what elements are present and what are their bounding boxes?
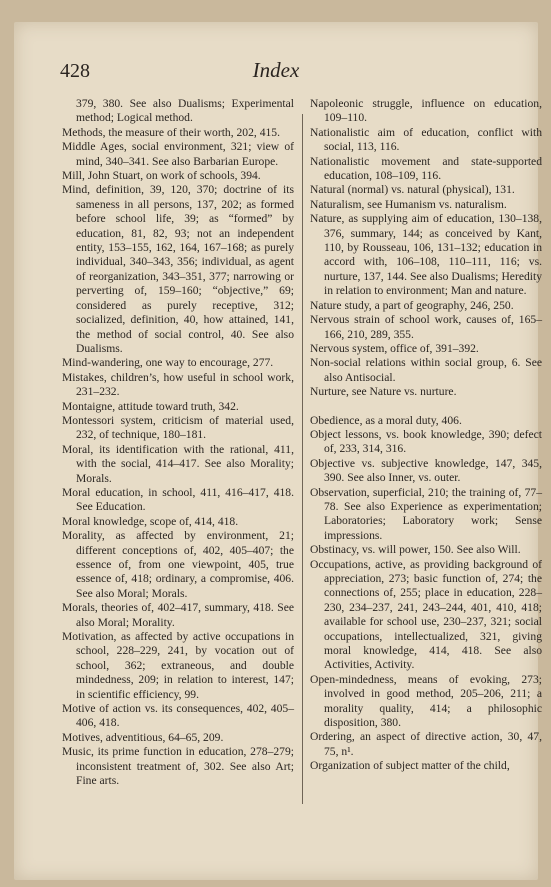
index-entry: Mill, John Stuart, on work of schools, 394. xyxy=(62,169,261,183)
index-entry: 379, 380. See also Dualisms; Experimental method; Logical method. xyxy=(76,97,294,125)
index-entry: Nervous system, office of, 391–392. xyxy=(310,341,479,355)
index-column-left xyxy=(62,97,294,789)
index-entry: Non-social relations within social group, 6. See also Antisocial. xyxy=(310,356,542,384)
index-entry: Music, its prime function in education, 278–279; inconsistent treatment of, 302. See also Art; Fine arts. xyxy=(62,745,294,788)
index-entry: Moral knowledge, scope of, 414, 418. xyxy=(62,514,239,528)
index-entry: Obedience, as a moral duty, 406. xyxy=(310,413,462,427)
index-entry: Napoleonic struggle, influence on education, 109–110. xyxy=(310,97,542,125)
index-entry: Motive of action vs. its consequences, 402, 405–406, 418. xyxy=(62,702,294,730)
index-entry: Natural (normal) vs. natural (physical), 131. xyxy=(310,183,515,197)
index-entry: Motivation, as affected by active occupations in school, 228–229, 241, by vocation out of school, 362; extraneous, and double mindedness, 209; in relation to interest, 147; in scientific efficiency, 99. xyxy=(62,630,294,701)
index-entry: Montessori system, criticism of material used, 232, of technique, 180–181. xyxy=(62,413,294,442)
index-entry: Middle Ages, social environment, 321; view of mind, 340–341. See also Barbarian Europe. xyxy=(62,140,294,168)
index-entry: Morality, as affected by environment, 21; different conceptions of, 402, 405–407; the essence of, from one viewpoint, 405, true essence of, 418; ordinary, a compromise, 406. See also Moral; Morals. xyxy=(62,529,294,600)
index-entry: Moral education, in school, 411, 416–417, 418. See Education. xyxy=(62,485,294,514)
index-entry: Nature study, a part of geography, 246, 250. xyxy=(310,298,514,312)
index-entry: Naturalism, see Humanism vs. naturalism. xyxy=(310,197,507,211)
index-entry: Mistakes, children’s, how useful in school work, 231–232. xyxy=(62,370,294,399)
index-entry: Moral, its identification with the rational, 411, with the social, 414–417. See also Morality; Morals. xyxy=(62,442,294,485)
index-entry: Ordering, an aspect of directive action, 30, 47, 75, n¹. xyxy=(310,730,542,758)
index-entry: Nationalistic aim of education, conflict with social, 113, 116. xyxy=(310,125,542,154)
index-entry: Observation, superficial, 210; the training of, 77–78. See also Experience as experimentation; Laboratories; Laboratory work; Sense impressions. xyxy=(310,485,542,542)
index-entry: Methods, the measure of their worth, 202, 415. xyxy=(62,125,280,139)
index-entry: Nature, as supplying aim of education, 130–138, 376, summary, 144; as conceived by Kant, 110, by Rousseau, 106, 131–132; education in accord with, 106–108, 110–111, 116; vs. nurture, 137, 144. See also Dualisms; Heredity in relation to environment; Man and nature. xyxy=(310,212,542,298)
index-entry: Mind-wandering, one way to encourage, 277. xyxy=(62,356,274,370)
index-column-right xyxy=(310,97,542,774)
running-head-title: Index xyxy=(252,58,300,82)
index-entry: Organization of subject matter of the child, xyxy=(310,759,510,773)
book-page xyxy=(14,22,542,880)
index-entry: Nervous strain of school work, causes of, 165–166, 210, 289, 355. xyxy=(310,313,542,341)
index-entry: Mind, definition, 39, 120, 370; doctrine of its sameness in all persons, 137, 202; as formed before school life, 39; as “formed” by education, 81, 82, 93; not an independent entity, 153–155, 162, 164, 167–168; as purely individual, 340–343, 356; individual, as agent of reorganization, 343–351, 377; narrowing or perverting of, 159–160; “objective,” 69; considered as purely receptive, 312; socialized, definition, 40, how attained, 141, the method of social control, 40. See also Dualisms. xyxy=(62,183,294,355)
index-entry: Objective vs. subjective knowledge, 147, 345, 390. See also Inner, vs. outer. xyxy=(310,456,542,485)
index-entry: Object lessons, vs. book knowledge, 390; defect of, 233, 314, 316. xyxy=(310,427,542,456)
index-entry: Morals, theories of, 402–417, summary, 418. See also Moral; Morality. xyxy=(62,601,294,629)
index-entry: Motives, adventitious, 64–65, 209. xyxy=(62,730,224,744)
index-entry: Nurture, see Nature vs. nurture. xyxy=(310,385,457,399)
index-entry: Montaigne, attitude toward truth, 342. xyxy=(62,399,239,413)
column-divider xyxy=(302,114,303,804)
page-number: 428 xyxy=(60,60,90,82)
index-entry: Occupations, active, as providing background of appreciation, 273; basic function of, 274; the connections of, 255; place in education, 228–230, 234–237, 241, 243–244, 401, 410, 418; available for school use, 230–237, 321; social occupations, intellectualized, 321, giving moral knowledge, 414, 418. See also Activities, Activity. xyxy=(310,557,542,672)
index-entry: Nationalistic movement and state-supported education, 108–109, 116. xyxy=(310,154,542,183)
index-entry: Obstinacy, vs. will power, 150. See also Will. xyxy=(310,543,521,557)
index-entry: Open-mindedness, means of evoking, 273; involved in good method, 205–206, 211; a morality quality, 414; a philosophic disposition, 380. xyxy=(310,672,542,730)
